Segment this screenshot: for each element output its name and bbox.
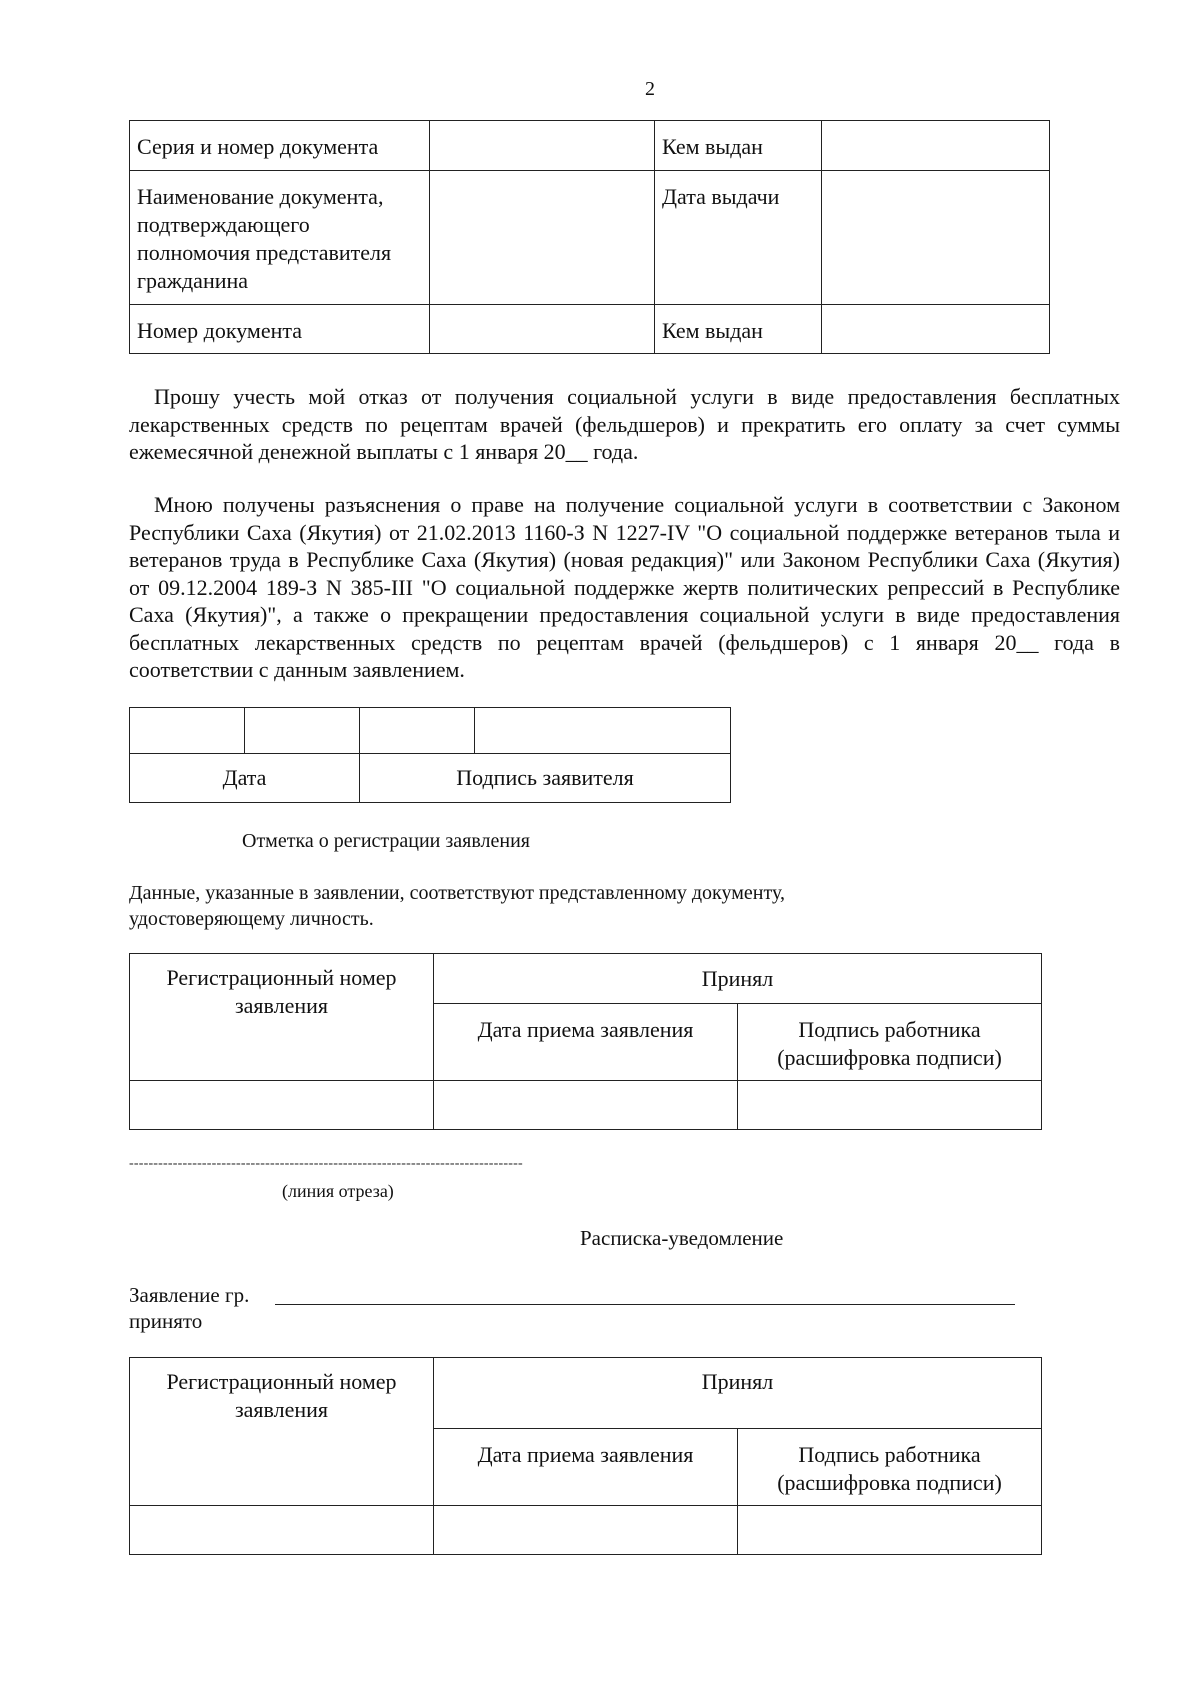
issue-date-label: Дата выдачи [655, 171, 822, 305]
document-details-table [129, 120, 1050, 354]
date-received-label: Дата приема заявления [434, 1004, 738, 1081]
date-label: Дата [130, 754, 360, 803]
table-row [130, 305, 1050, 354]
accepted-label-2: Принял [434, 1358, 1042, 1429]
accepted-word: принято [129, 1309, 203, 1333]
explanation-paragraph: Мною получены разъяснения о праве на получение социальной услуги в соответствии с Законом Республики Саха (Якутия) от 21.02.2013 1160-З N 1227-IV "О социальной поддержке ветеранов тыла и ветеранов труда в Республике Саха (Якутия) (новая редакция)" или Законом Республики Саха (Якутия) от 09.12.2004 189-З N 385-III "О социальной поддержке жертв политических репрессий в Республике Саха (Якутия)", а также о прекращении предоставления социальной услуги в виде предоставления бесплатных лекарственных средств по рецептам врачей (фельдшеров) с 1 января 20__ года в соответствии с данным заявлением. [129, 492, 1120, 682]
reg-number-label-2: Регистрационный номер заявления [130, 1358, 434, 1506]
registration-table [129, 953, 1042, 1130]
issued-by-value-2[interactable] [822, 305, 1050, 354]
table-row [130, 171, 1050, 305]
signature-table [129, 707, 731, 803]
application-from-label: Заявление гр. [129, 1283, 250, 1307]
date-received-value[interactable] [434, 1081, 738, 1130]
authority-doc-value[interactable] [430, 171, 655, 305]
issued-by-label: Кем выдан [655, 121, 822, 171]
table-row [130, 754, 731, 803]
table-row [130, 1506, 1042, 1555]
signature-cell-1[interactable] [360, 708, 475, 754]
receipt-title: Расписка-уведомление [580, 1226, 784, 1250]
table-row [130, 1358, 1042, 1429]
applicant-name-field[interactable] [275, 1304, 1015, 1305]
registration-mark-title: Отметка о регистрации заявления [242, 830, 530, 852]
cut-line-caption: (линия отреза) [282, 1181, 394, 1201]
accepted-label: Принял [434, 954, 1042, 1004]
authority-doc-label: Наименование документа, подтверждающего полномочия представителя гражданина [130, 171, 430, 305]
signature-cell-2[interactable] [475, 708, 731, 754]
doc-series-label: Серия и номер документа [130, 121, 430, 171]
date-received-value-2[interactable] [434, 1506, 738, 1555]
issued-by-value[interactable] [822, 121, 1050, 171]
table-row [130, 121, 1050, 171]
issue-date-value[interactable] [822, 171, 1050, 305]
identity-statement: Данные, указанные в заявлении, соответствуют представленному документу, удостоверяющему личность. [129, 882, 785, 930]
page-number: 2 [645, 78, 655, 100]
date-received-label-2: Дата приема заявления [434, 1429, 738, 1506]
employee-signature-label-2: Подпись работника (расшифровка подписи) [738, 1429, 1042, 1506]
refusal-paragraph: Прошу учесть мой отказ от получения социальной услуги в виде предоставления бесплатных лекарственных средств по рецептам врачей (фельдшеров) и прекратить его оплату за счет суммы ежемесячной денежной выплаты с 1 января 20__ года. [129, 384, 1120, 464]
table-row [130, 708, 731, 754]
employee-signature-label: Подпись работника (расшифровка подписи) [738, 1004, 1042, 1081]
date-cell-2[interactable] [245, 708, 360, 754]
table-row [130, 954, 1042, 1004]
employee-signature-value[interactable] [738, 1081, 1042, 1130]
doc-series-value[interactable] [430, 121, 655, 171]
doc-number-label: Номер документа [130, 305, 430, 354]
doc-number-value[interactable] [430, 305, 655, 354]
table-row [130, 1081, 1042, 1130]
cut-line: --------------------------------------------------------------------------------- [129, 1156, 523, 1171]
issued-by-label-2: Кем выдан [655, 305, 822, 354]
receipt-registration-table [129, 1357, 1042, 1555]
date-cell-1[interactable] [130, 708, 245, 754]
reg-number-value[interactable] [130, 1081, 434, 1130]
reg-number-label: Регистрационный номер заявления [130, 954, 434, 1081]
reg-number-value-2[interactable] [130, 1506, 434, 1555]
employee-signature-value-2[interactable] [738, 1506, 1042, 1555]
applicant-signature-label: Подпись заявителя [360, 754, 731, 803]
